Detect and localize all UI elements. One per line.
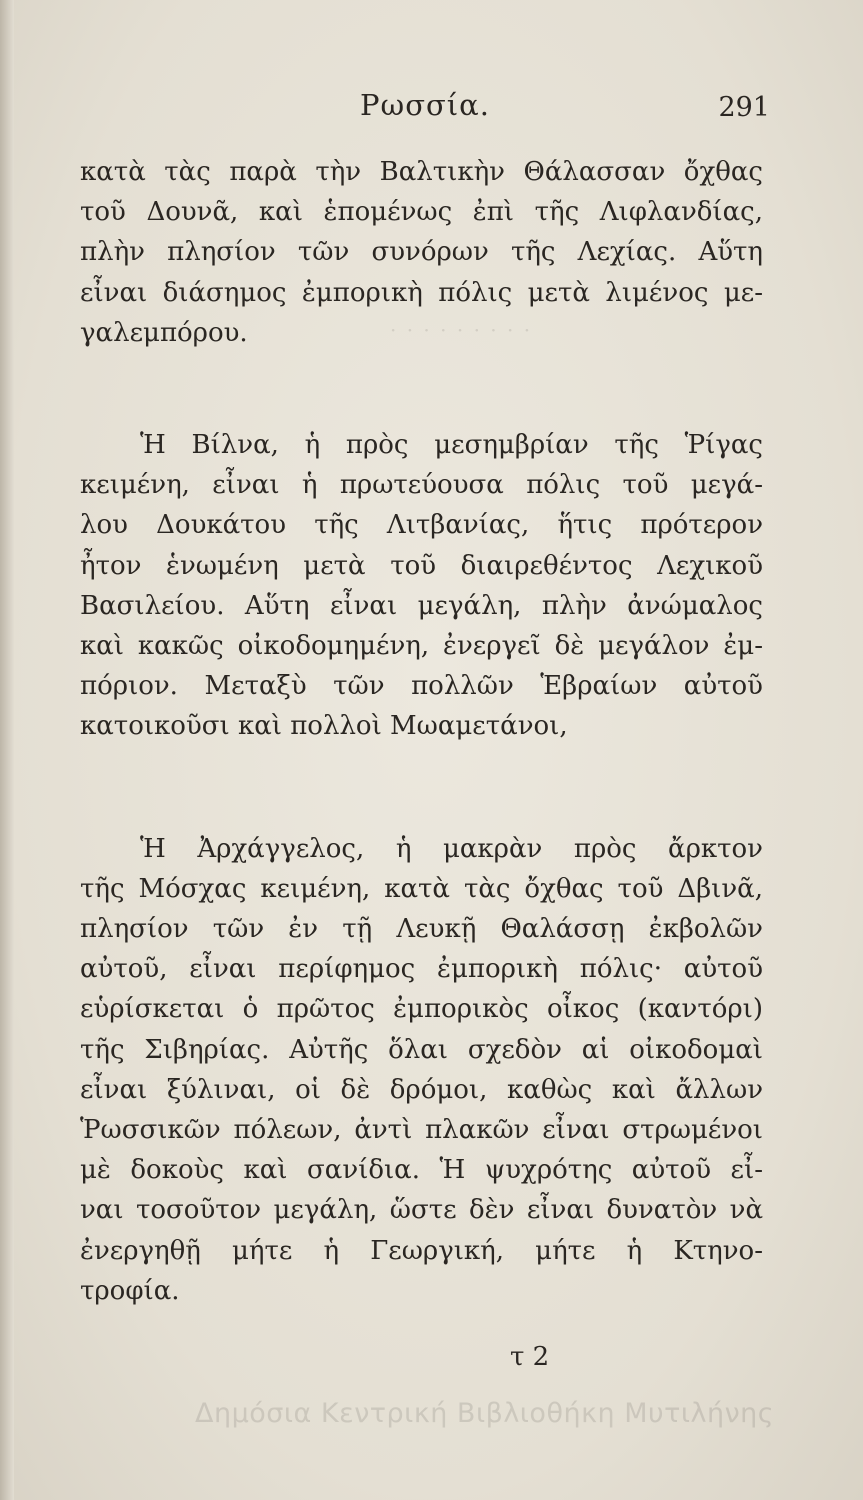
- text-line: γαλεμπόρου.: [80, 317, 248, 348]
- running-title: Ρωσσία.: [360, 88, 490, 122]
- page-number: 291: [718, 92, 770, 123]
- text-line: εἶναι διάσημος ἐμπορικὴ πόλις μετὰ λιμένος με-: [80, 277, 763, 308]
- text-line: πλησίον τῶν ἐν τῇ Λευκῇ Θαλάσσῃ ἐκβολῶν: [80, 914, 763, 945]
- text-line: αὐτοῦ, εἶναι περίφημος ἐμπορικὴ πόλις· αὐτοῦ: [80, 954, 763, 985]
- library-watermark: Δημόσια Κεντρική Βιβλιοθήκη Μυτιλήνης: [195, 1398, 775, 1429]
- text-line: πόριον. Μεταξὺ τῶν πολλῶν Ἑβραίων αὐτοῦ: [80, 671, 763, 702]
- text-line: κειμένη, εἶναι ἡ πρωτεύουσα πόλις τοῦ μεγά-: [80, 470, 763, 501]
- text-line: κατοικοῦσι καὶ πολλοὶ Μωαμετάνοι,: [80, 711, 568, 742]
- text-line: ἐνεργηθῇ μήτε ἡ Γεωργική, μήτε ἡ Κτηνο-: [80, 1235, 763, 1266]
- show-through-text: · · · · · · · · ·: [390, 318, 533, 342]
- text-line: μὲ δοκοὺς καὶ σανίδια. Ἡ ψυχρότης αὐτοῦ εἶ-: [80, 1155, 763, 1186]
- text-line: λου Δουκάτου τῆς Λιτβανίας, ἥτις πρότερον: [80, 510, 763, 541]
- text-line: τῆς Μόσχας κειμένη, κατὰ τὰς ὄχθας τοῦ Δβινᾶ,: [80, 873, 763, 904]
- paragraph: [80, 425, 763, 747]
- paragraph: [80, 829, 763, 1311]
- body-text: [80, 152, 763, 1311]
- text-line: πλὴν πλησίον τῶν συνόρων τῆς Λεχίας. Αὕτη: [80, 237, 763, 268]
- text-line: τροφία.: [80, 1275, 180, 1306]
- text-line: ναι τοσοῦτον μεγάλη, ὥστε δὲν εἶναι δυνατὸν νὰ: [80, 1195, 763, 1226]
- text-line: ἦτον ἑνωμένη μετὰ τοῦ διαιρεθέντος Λεχικοῦ: [80, 550, 763, 581]
- page-gutter: [0, 0, 14, 1500]
- text-line: εἶναι ξύλιναι, οἱ δὲ δρόμοι, καθὼς καὶ ἄλλων: [80, 1074, 763, 1105]
- running-head: [80, 88, 770, 128]
- text-line: Βασιλείου. Αὕτη εἶναι μεγάλη, πλὴν ἀνώμαλος: [80, 590, 763, 621]
- signature-mark: τ 2: [510, 1342, 550, 1372]
- text-line: καὶ κακῶς οἰκοδομημένη, ἐνεργεῖ δὲ μεγάλον ἐμ-: [80, 631, 763, 662]
- paragraph: [80, 152, 763, 353]
- text-line: Ἡ Ἀρχάγγελος, ἡ μακρὰν πρὸς ἄρκτον: [140, 833, 763, 864]
- text-line: εὑρίσκεται ὁ πρῶτος ἐμπορικὸς οἶκος (καντόρι): [80, 994, 763, 1025]
- text-line: τῆς Σιβηρίας. Αὐτῆς ὅλαι σχεδὸν αἱ οἰκοδομαὶ: [80, 1034, 763, 1065]
- text-line: Ῥωσσικῶν πόλεων, ἀντὶ πλακῶν εἶναι στρωμένοι: [80, 1115, 763, 1146]
- text-line: τοῦ Δουνᾶ, καὶ ἑπομένως ἐπὶ τῆς Λιφλανδίας,: [80, 197, 763, 228]
- text-line: Ἡ Βίλνα, ἡ πρὸς μεσημβρίαν τῆς Ῥίγας: [140, 430, 763, 461]
- text-line: κατὰ τὰς παρὰ τὴν Βαλτικὴν Θάλασσαν ὄχθας: [80, 157, 763, 187]
